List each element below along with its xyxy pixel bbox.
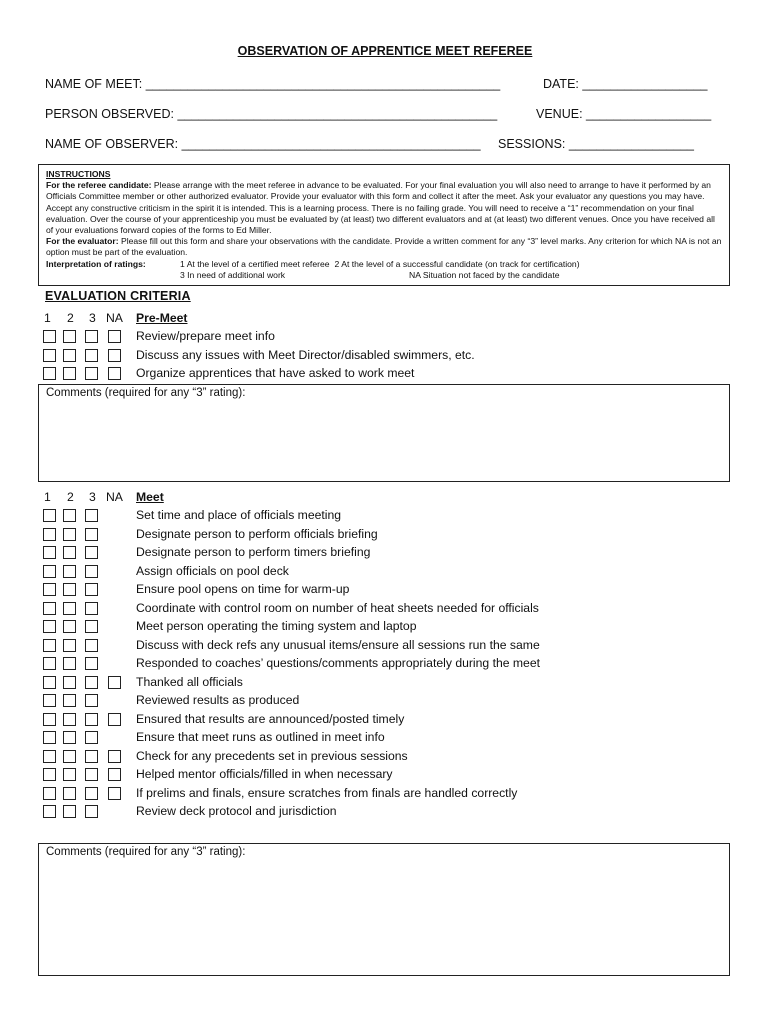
- rating-na-checkbox[interactable]: [108, 787, 121, 800]
- pre-meet-item-label: Organize apprentices that have asked to work meet: [136, 366, 415, 381]
- candidate-instructions: [46, 180, 723, 236]
- rating-2-checkbox[interactable]: [63, 694, 76, 707]
- rating-3-checkbox[interactable]: [85, 713, 98, 726]
- meet-item-label: Set time and place of officials meeting: [136, 508, 342, 522]
- meet-item: [40, 528, 720, 546]
- meet-item: [40, 805, 720, 823]
- rating-1-checkbox[interactable]: [43, 602, 56, 615]
- rating-1-checkbox[interactable]: [43, 731, 56, 744]
- rating-3-checkbox[interactable]: [85, 768, 98, 781]
- meet-item: [40, 620, 720, 638]
- col-3-header: 3: [89, 311, 96, 325]
- meet-item: [40, 694, 720, 712]
- col-3-header: 3: [89, 490, 96, 504]
- rating-2-checkbox[interactable]: [63, 639, 76, 652]
- meet-item-label: Thanked all officials: [136, 674, 243, 689]
- rating-1-checkbox[interactable]: [43, 676, 56, 689]
- rating-1-checkbox[interactable]: [43, 750, 56, 763]
- candidate-text: Please arrange with the meet referee in advance to be evaluated. For your final evaluation you will also need to arrange to have it performed by an Officials Committee member or other authorized evaluator. Provide your evaluator with this form and collect it after the meet. Ask your evaluator any questions you may have. Accept any constructive criticism in the spirit it is intended. This is a learning process. There is no failing grade. You will need to receive a “1” recommendation on your final evaluation. Over the course of your apprenticeship you must be evaluated by (at least) two different evaluators and at (at least) two different venues. Once you have received all of your evaluations forward copies of the forms to Ed Miller.: [46, 180, 715, 236]
- rating-3-checkbox[interactable]: [85, 349, 98, 362]
- rating-1-checkbox[interactable]: [43, 528, 56, 541]
- rating-1-checkbox[interactable]: [43, 713, 56, 726]
- date-field[interactable]: DATE: __________________: [543, 77, 708, 91]
- ratings-row-1: [46, 259, 723, 270]
- rating-2-checkbox[interactable]: [63, 787, 76, 800]
- rating-2-checkbox[interactable]: [63, 509, 76, 522]
- rating-3-checkbox[interactable]: [85, 367, 98, 380]
- meet-item: [40, 731, 720, 749]
- rating-2-checkbox[interactable]: [63, 620, 76, 633]
- meet-item-label: Designate person to perform timers briefing: [136, 545, 371, 559]
- meet-item: [40, 768, 720, 786]
- pre-meet-comments-label: Comments (required for any “3” rating):: [46, 387, 246, 399]
- rating-3-checkbox[interactable]: [85, 528, 98, 541]
- rating-1-checkbox[interactable]: [43, 657, 56, 670]
- meet-item: [40, 583, 720, 601]
- meet-item-label: Coordinate with control room on number of heat sheets needed for officials: [136, 600, 539, 615]
- rating-na-checkbox[interactable]: [108, 713, 121, 726]
- rating-3-checkbox[interactable]: [85, 657, 98, 670]
- rating-1-checkbox[interactable]: [43, 565, 56, 578]
- rating-1-checkbox[interactable]: [43, 639, 56, 652]
- col-na-header: NA: [106, 490, 123, 504]
- meet-comments-label: Comments (required for any “3” rating):: [46, 846, 246, 858]
- rating-3-checkbox[interactable]: [85, 509, 98, 522]
- col-2-header: 2: [67, 311, 74, 325]
- rating-1-checkbox[interactable]: [43, 349, 56, 362]
- ratings-label: Interpretation of ratings:: [46, 258, 146, 269]
- sessions-field[interactable]: SESSIONS: __________________: [498, 137, 694, 151]
- venue-field[interactable]: VENUE: __________________: [536, 107, 712, 121]
- col-2-header: 2: [67, 490, 74, 504]
- meet-item: [40, 787, 720, 805]
- meet-item: [40, 602, 720, 620]
- rating-2-checkbox[interactable]: [63, 676, 76, 689]
- rating-na-checkbox[interactable]: [108, 676, 121, 689]
- rating-3-checkbox[interactable]: [85, 330, 98, 343]
- meet-item-label: If prelims and finals, ensure scratches from finals are handled correctly: [136, 785, 518, 800]
- col-1-header: 1: [44, 490, 51, 504]
- rating-na: NA Situation not faced by the candidate: [409, 269, 560, 280]
- rating-3-checkbox[interactable]: [85, 620, 98, 633]
- rating-3-checkbox[interactable]: [85, 565, 98, 578]
- meet-item: [40, 565, 720, 583]
- meet-item-label: Designate person to perform officials briefing: [136, 526, 378, 541]
- rating-na-checkbox[interactable]: [108, 349, 121, 362]
- rating-1-checkbox[interactable]: [43, 694, 56, 707]
- meet-item-label: Meet person operating the timing system and laptop: [136, 619, 417, 633]
- name-of-observer-field[interactable]: NAME OF OBSERVER: ___________________________________________: [45, 137, 481, 151]
- rating-na-checkbox[interactable]: [108, 750, 121, 763]
- rating-2-checkbox[interactable]: [63, 657, 76, 670]
- col-1-header: 1: [44, 311, 51, 325]
- meet-section-title: Meet: [136, 490, 164, 504]
- rating-2-checkbox[interactable]: [63, 805, 76, 818]
- pre-meet-item: [40, 367, 720, 385]
- rating-1-checkbox[interactable]: [43, 620, 56, 633]
- candidate-label: For the referee candidate:: [46, 180, 152, 191]
- name-of-meet-field[interactable]: NAME OF MEET: ___________________________________________________: [45, 77, 501, 91]
- form-title: OBSERVATION OF APPRENTICE MEET REFEREE: [237, 44, 533, 58]
- evaluator-label: For the evaluator:: [46, 236, 119, 247]
- meet-item: [40, 657, 720, 675]
- rating-2-checkbox[interactable]: [63, 602, 76, 615]
- rating-na-checkbox[interactable]: [108, 768, 121, 781]
- person-observed-field[interactable]: PERSON OBSERVED: ______________________________________________: [45, 107, 498, 121]
- meet-item-label: Check for any precedents set in previous sessions: [136, 748, 408, 763]
- rating-2-checkbox[interactable]: [63, 731, 76, 744]
- rating-3-checkbox[interactable]: [85, 731, 98, 744]
- rating-3-checkbox[interactable]: [85, 787, 98, 800]
- rating-2-checkbox[interactable]: [63, 713, 76, 726]
- evaluator-text: Please fill out this form and share your observations with the candidate. Provide a written comment for any “3” level marks. Any criterion for which NA is not an option must be part of the evaluation.: [46, 236, 722, 258]
- meet-item: [40, 750, 720, 768]
- rating-1-checkbox[interactable]: [43, 367, 56, 380]
- rating-2-checkbox[interactable]: [63, 546, 76, 559]
- rating-1-checkbox[interactable]: [43, 546, 56, 559]
- pre-meet-item-label: Review/prepare meet info: [136, 329, 275, 343]
- meet-item-label: Ensure that meet runs as outlined in meet info: [136, 730, 385, 744]
- pre-meet-section-title: Pre-Meet: [136, 311, 188, 325]
- rating-2-checkbox[interactable]: [63, 367, 76, 380]
- meet-item-label: Ensure pool opens on time for warm-up: [136, 582, 350, 596]
- rating-3-checkbox[interactable]: [85, 750, 98, 763]
- meet-item: [40, 509, 720, 527]
- meet-item-label: Assign officials on pool deck: [136, 563, 289, 578]
- meet-item-label: Discuss with deck refs any unusual items/ensure all sessions run the same: [136, 637, 540, 652]
- rating-3-checkbox[interactable]: [85, 694, 98, 707]
- pre-meet-item: [40, 349, 720, 367]
- rating-2-checkbox[interactable]: [63, 565, 76, 578]
- meet-item: [40, 639, 720, 657]
- rating-3-checkbox[interactable]: [85, 805, 98, 818]
- meet-item: [40, 546, 720, 564]
- rating-2-checkbox[interactable]: [63, 750, 76, 763]
- meet-item-label: Responded to coaches’ questions/comments appropriately during the meet: [136, 656, 541, 670]
- rating-1-checkbox[interactable]: [43, 787, 56, 800]
- pre-meet-comments-box[interactable]: [38, 384, 730, 482]
- evaluation-criteria-heading: EVALUATION CRITERIA: [45, 289, 191, 303]
- meet-item-label: Helped mentor officials/filled in when necessary: [136, 767, 393, 781]
- meet-item-label: Review deck protocol and jurisdiction: [136, 804, 337, 818]
- rating-2-checkbox[interactable]: [63, 330, 76, 343]
- pre-meet-item: [40, 330, 720, 348]
- rating-1: 1 At the level of a certified meet referee: [180, 258, 330, 269]
- rating-2-checkbox[interactable]: [63, 528, 76, 541]
- rating-1-checkbox[interactable]: [43, 509, 56, 522]
- rating-3-checkbox[interactable]: [85, 602, 98, 615]
- rating-1-checkbox[interactable]: [43, 583, 56, 596]
- meet-item: [40, 713, 720, 731]
- evaluator-instructions: [46, 236, 723, 258]
- instructions-heading: INSTRUCTIONS: [46, 169, 111, 179]
- col-na-header: NA: [106, 311, 123, 325]
- rating-3-checkbox[interactable]: [85, 639, 98, 652]
- rating-3: 3 In need of additional work: [180, 269, 286, 280]
- instructions-box: [38, 164, 730, 286]
- rating-3-checkbox[interactable]: [85, 676, 98, 689]
- ratings-row-2: [46, 270, 723, 281]
- rating-2-checkbox[interactable]: [63, 583, 76, 596]
- rating-3-checkbox[interactable]: [85, 546, 98, 559]
- rating-2: 2 At the level of a successful candidate (on track for certification): [334, 258, 580, 269]
- rating-3-checkbox[interactable]: [85, 583, 98, 596]
- meet-item-label: Ensured that results are announced/posted timely: [136, 711, 405, 726]
- rating-1-checkbox[interactable]: [43, 768, 56, 781]
- rating-2-checkbox[interactable]: [63, 768, 76, 781]
- meet-comments-box[interactable]: [38, 843, 730, 976]
- rating-1-checkbox[interactable]: [43, 805, 56, 818]
- meet-item-label: Reviewed results as produced: [136, 693, 300, 707]
- meet-item: [40, 676, 720, 694]
- rating-2-checkbox[interactable]: [63, 349, 76, 362]
- rating-na-checkbox[interactable]: [108, 330, 121, 343]
- pre-meet-item-label: Discuss any issues with Meet Director/disabled swimmers, etc.: [136, 347, 475, 362]
- rating-na-checkbox[interactable]: [108, 367, 121, 380]
- rating-1-checkbox[interactable]: [43, 330, 56, 343]
